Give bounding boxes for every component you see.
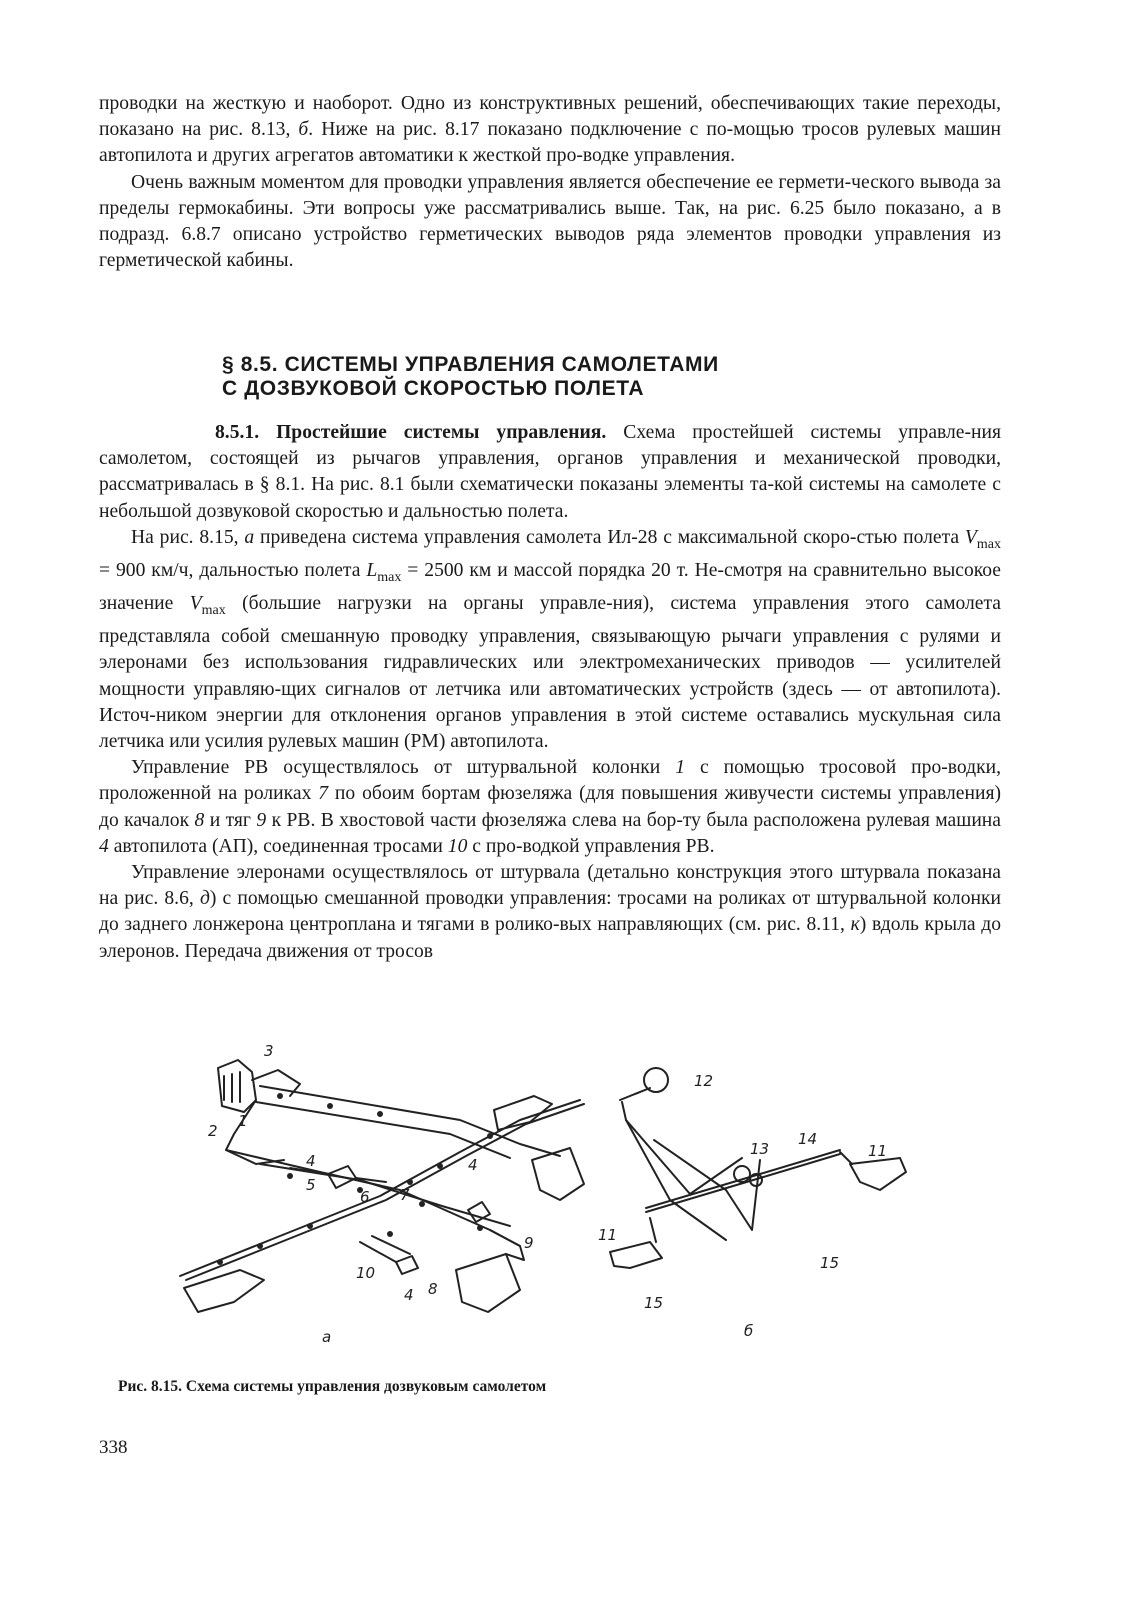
label-b-15-right: 15 <box>820 1254 840 1272</box>
diagram-a-labels <box>208 1042 534 1346</box>
figure-8-15 <box>160 1040 940 1360</box>
text-run: V <box>189 593 202 615</box>
text-run: б <box>298 119 309 141</box>
top-text-block <box>99 91 1001 274</box>
text-run: к РВ. В хвостовой части фюзеляжа слева на бор-ту была расположена рулевая машина <box>266 809 1001 831</box>
paragraph-p3 <box>99 420 1001 525</box>
text-run: = 900 км/ч, дальностью полета <box>99 559 367 581</box>
text-run: V <box>964 526 977 548</box>
text-run: 4 <box>99 835 109 857</box>
text-run: 8.5.1. Простейшие системы управления. <box>215 422 607 443</box>
paragraph-p6 <box>99 860 1001 965</box>
page-number: 338 <box>99 1437 128 1458</box>
text-run: L <box>366 559 378 581</box>
text-run: а <box>244 526 255 548</box>
label-a-4-bottom: 4 <box>404 1286 414 1304</box>
text-run: к <box>850 914 860 936</box>
text-run: проводки на жесткую и наоборот. Одно из конструктивных решений, обеспечивающих такие переходы, показано на рис. 8.13, <box>99 93 1001 141</box>
control-system-diagram <box>160 1040 940 1360</box>
diagram-b-lines <box>610 1068 906 1268</box>
text-run: ) вдоль крыла до элеронов. Передача движения от тросов <box>99 914 1001 962</box>
text-run: автопилота (АП), соединенная тросами <box>108 835 448 857</box>
label-a-9: 9 <box>524 1234 534 1252</box>
label-a-8: 8 <box>428 1280 438 1298</box>
text-run: приведена система управления самолета Ил-28 с максимальной скоро-стью полета <box>254 526 965 548</box>
label-b-11-left: 11 <box>598 1226 618 1244</box>
text-run: с помощью тросовой про-водки, проложенной на роликах <box>99 757 1001 805</box>
text-run: 9 <box>256 809 267 831</box>
label-b-12: 12 <box>694 1072 714 1090</box>
label-b-11-right: 11 <box>868 1142 888 1160</box>
text-run: ) с помощью смешанной проводки управления: тросами на роликах от штурвальной колонки до заднего лонжерона центроплана и тягами в ролико-вых направляющих (см. рис. 8.11, <box>99 888 1001 936</box>
text-run: Очень важным моментом для проводки управления является обеспечение ее гермети-ческого вывода за пределы гермокабины. Эти вопросы уже рассматривались выше. Так, на рис. 6.25 было показано, а в подразд. 6.8.7 описано устройство герметических выводов ряда элементов проводки управления из герметической кабины. <box>99 171 1001 272</box>
sublabel-a: а <box>322 1328 332 1346</box>
paragraph-p5 <box>99 755 1001 860</box>
text-run: max <box>377 569 402 585</box>
section-heading <box>222 353 922 401</box>
text-run: Схема простейшей системы управле-ния самолетом, состоящей из рычагов управления, органов управления и механической проводки, рассматривалась в § 8.1. На рис. 8.1 были схематически показаны элементы та-кой системы на самолете с небольшой дозвуковой скоростью и дальностью полета. <box>99 422 1001 522</box>
paragraph-p4 <box>99 525 1001 755</box>
section-heading-line-1: § 8.5. СИСТЕМЫ УПРАВЛЕНИЯ САМОЛЕТАМИ <box>222 353 719 376</box>
text-run: по обоим бортам фюзеляжа (для повышения живучести системы управления) до качалок <box>99 783 1001 831</box>
label-a-7: 7 <box>400 1186 410 1204</box>
label-a-6: 6 <box>360 1188 370 1206</box>
text-run: max <box>976 536 1001 552</box>
text-run: (большие нагрузки на органы управле-ния), система управления этого самолета представляла собой смешанную проводку управления, связывающую рычаги управления с рулями и элеронами без использования гидравлических или электромеханических приводов — усилителей мощности управляю-щих сигналов от летчика или автоматических устройств (здесь — от автопилота). Источ-ником энергии для отклонения органов управления в этой системе оставались мускульная сила летчика или усилия рулевых машин (РМ) автопилота. <box>99 593 1001 752</box>
label-b-13: 13 <box>750 1140 770 1158</box>
body-text-block <box>99 420 1001 965</box>
label-a-5: 5 <box>306 1176 316 1194</box>
label-a-4-left: 4 <box>306 1152 316 1170</box>
text-run: На рис. 8.15, <box>131 526 245 548</box>
section-heading-line-2: С ДОЗВУКОВОЙ СКОРОСТЬЮ ПОЛЕТА <box>222 377 645 400</box>
label-a-10: 10 <box>356 1264 376 1282</box>
label-a-2: 2 <box>208 1122 218 1140</box>
paragraph-p2 <box>99 170 1001 275</box>
label-b-14: 14 <box>798 1130 818 1148</box>
text-run: с про-водкой управления РВ. <box>467 835 715 857</box>
paragraph-p1 <box>99 91 1001 170</box>
text-run: 7 <box>318 783 329 805</box>
text-run: max <box>201 602 226 618</box>
text-run: = 2500 км и массой порядка 20 т. Не-смотря на сравнительно высокое значение <box>99 559 1001 615</box>
text-run: 10 <box>447 835 468 857</box>
label-a-4-mid: 4 <box>468 1156 478 1174</box>
diagram-a-lines <box>180 1060 584 1312</box>
text-run: . Ниже на рис. 8.17 показано подключение с по-мощью тросов рулевых машин автопилота и других агрегатов автоматики к жесткой про-водке управления. <box>99 119 1001 167</box>
text-run: 1 <box>675 757 685 779</box>
text-run: Управление элеронами осуществлялось от штурвала (детально конструкция этого штурвала показана на рис. 8.6, <box>99 861 1001 910</box>
text-run: 8 <box>194 809 205 831</box>
diagram-b-labels <box>598 1072 887 1340</box>
text-run: и тяг <box>204 809 257 831</box>
label-b-15-left: 15 <box>644 1294 664 1312</box>
text-run: Управление РВ осуществлялось от штурвальной колонки <box>131 757 676 779</box>
figure-caption: Рис. 8.15. Схема системы управления дозвуковым самолетом <box>118 1378 547 1395</box>
sublabel-b: б <box>744 1322 754 1340</box>
label-a-3: 3 <box>264 1042 274 1060</box>
label-a-1: 1 <box>238 1112 248 1130</box>
text-run: д <box>199 888 210 910</box>
